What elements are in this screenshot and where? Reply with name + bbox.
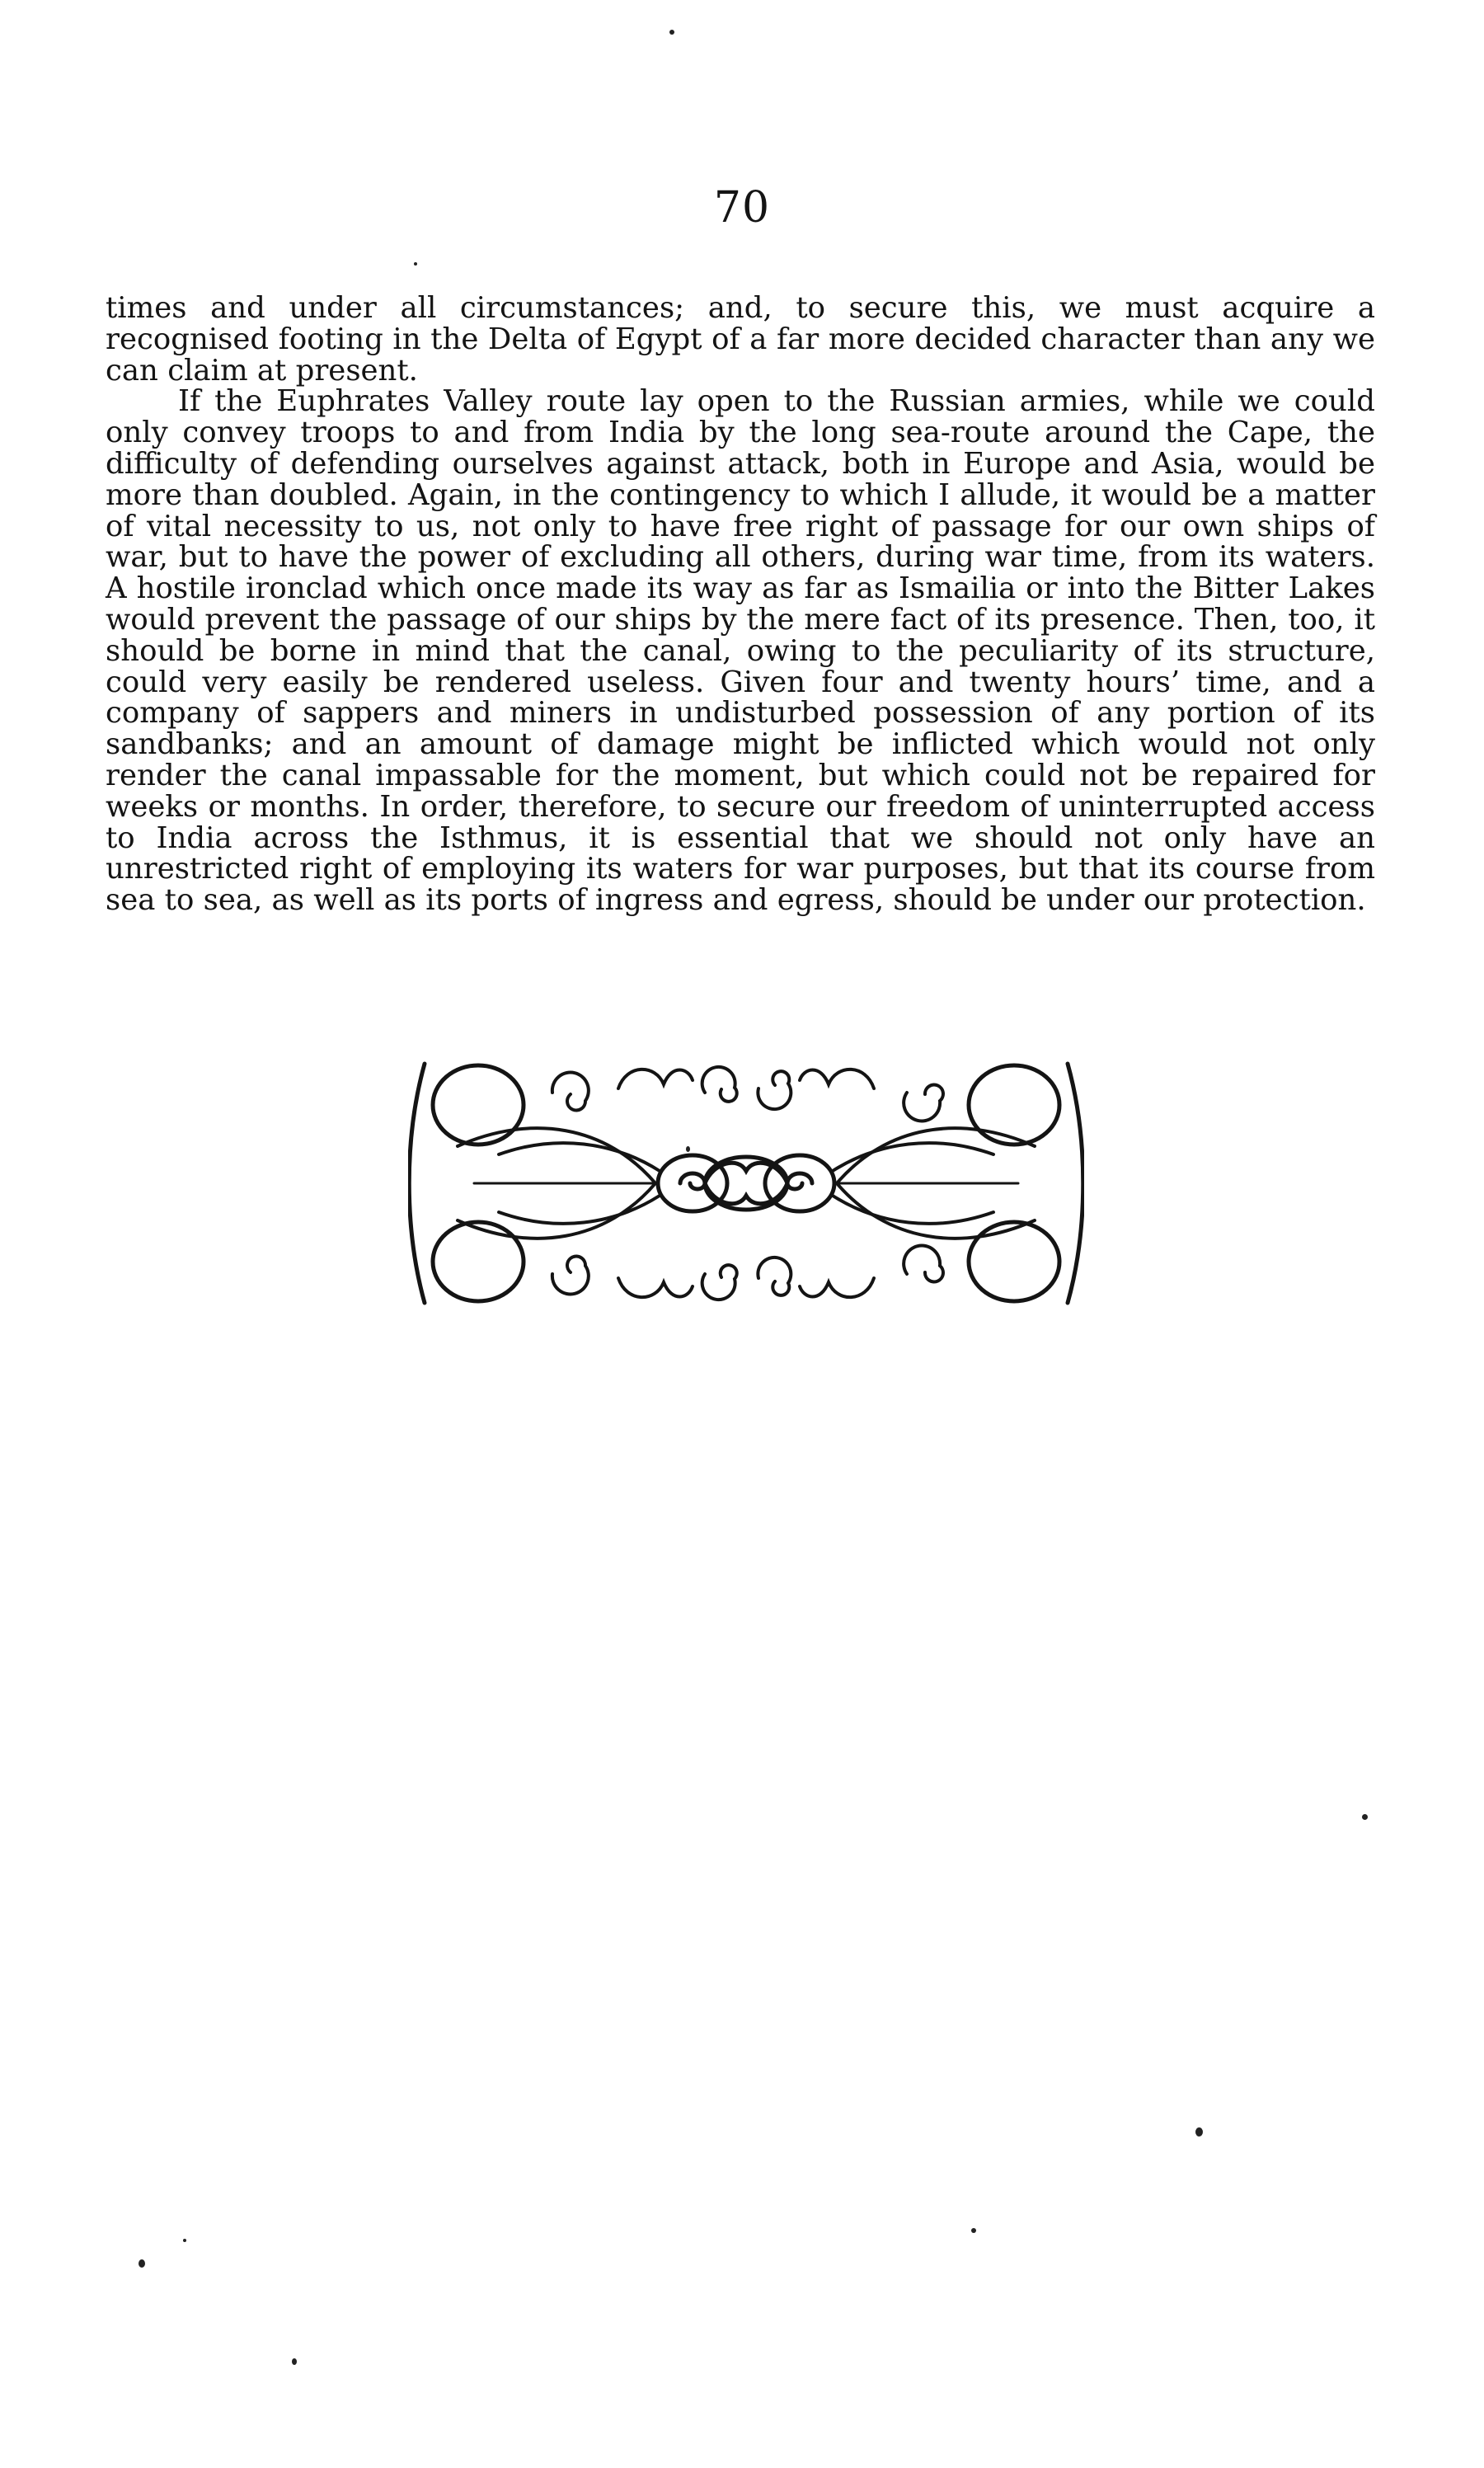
scan-speck xyxy=(414,262,417,266)
body-text xyxy=(106,293,1375,916)
ornament-right-eye xyxy=(765,1155,834,1211)
scan-speck xyxy=(1195,2127,1203,2137)
ornament-left-eye xyxy=(658,1155,727,1211)
ornament-top-curls xyxy=(552,1067,943,1121)
paragraph-continuation: times and under all circumstances; and, to secure this, we must acquire a recognised footing in the Delta of Egypt of a far more decided character than any we can claim at present. xyxy=(106,291,1375,388)
scan-speck xyxy=(292,2358,297,2365)
scan-speck xyxy=(139,2259,145,2268)
scan-speck xyxy=(183,2239,186,2242)
scan-speck xyxy=(669,30,674,35)
ornament-bottom-curls xyxy=(552,1246,943,1300)
scroll-flourish-ornament-icon xyxy=(408,1047,1084,1319)
page-number: 70 xyxy=(713,183,771,233)
scan-speck xyxy=(686,1146,690,1152)
scan-speck xyxy=(1362,1814,1368,1820)
scan-speck xyxy=(971,2228,976,2233)
paragraph-euphrates: If the Euphrates Valley route lay open to the Russian armies, while we could only convey troops to and from India by the long sea-route around the Cape, the difficulty of defending ourselves against attack, both in Europe and Asia, would be more than doubled. Again, in the contingency to which I allude, it would be a matter of vital necessity to us, not only to have free right of passage for our own ships of war, but to have the power of excluding all others, during war time, from its waters. A hostile ironclad which once made its way as far as Ismailia or into the Bitter Lakes would prevent the passage of our ships by the mere fact of its presence. Then, too, it should be borne in mind that the canal, owing to the peculiarity of its structure, could very easily be rendered useless. Given four and twenty hours’ time, and a company of sappers and miners in undisturbed possession of any portion of its sandbanks; and an amount of damage might be inflicted which would not only render the canal impassable for the moment, but which could not be repaired for weeks or months. In order, therefore, to secure our freedom of uninterrupted access to India across the Isthmus, it is essential that we should not only have an unrestricted right of employing its waters for war purposes, but that its course from sea to sea, as well as its ports of ingress and egress, should be under our protection. xyxy=(106,384,1375,918)
